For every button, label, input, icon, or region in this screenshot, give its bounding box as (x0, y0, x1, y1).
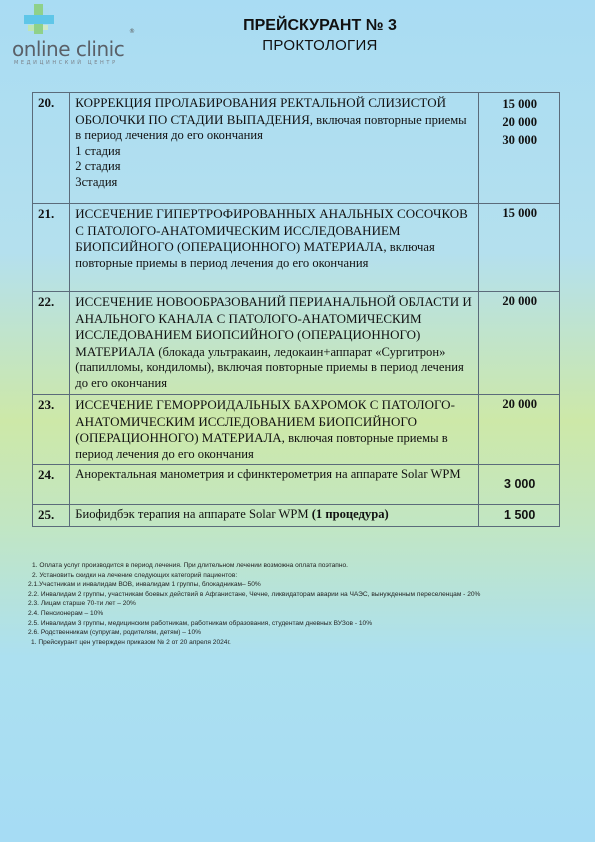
price-table (32, 92, 560, 527)
note-item: 1. Прейскурант цен утвержден приказом № 2 от 20 апреля 2024г. (31, 638, 231, 646)
service-title: ИССЕЧЕНИЕ НОВООБРАЗОВАНИЙ ПЕРИАНАЛЬНОЙ ОБЛАСТИ И АНАЛЬНОГО КАНАЛА С ПАТОЛОГО-АНАТОМИЧЕСКИМ ИССЛЕДОВАНИЕМ БИОПСИЙНОГО (ОПЕРАЦИОННОГО) МАТЕРИАЛА (75, 294, 472, 359)
service-title: КОРРЕКЦИЯ ПРОЛАБИРОВАНИЯ РЕКТАЛЬНОЙ СЛИЗИСТОЙ ОБОЛОЧКИ ПО СТАДИИ ВЫПАДЕНИЯ, (75, 95, 446, 127)
table-row (33, 505, 560, 527)
note-item: 2.4. Пенсионерам – 10% (28, 609, 104, 617)
note-item: 2.1.Участникам и инвалидам ВОВ, инвалидам 1 группы, блокадникам– 50% (28, 581, 261, 589)
service-price: 20 000 (479, 292, 560, 395)
logo-subtitle: МЕДИЦИНСКИЙ ЦЕНТР (14, 60, 118, 66)
page-header (200, 16, 440, 56)
note-item: 2.3. Лицам старше 70-ти лет – 20% (28, 600, 136, 608)
service-price: 20 000 (479, 395, 560, 465)
service-details: включая повторные приемы в период лечения до его окончания (75, 240, 435, 270)
service-description (70, 93, 479, 204)
note-item: 2.5. Инвалидам 3 группы, медицинским работникам, работникам образования, студентам дневных ВУЗов - 10% (28, 619, 373, 627)
logo-wordmark: online clinic (12, 37, 125, 61)
row-number: 23. (33, 395, 70, 465)
service-title: ИССЕЧЕНИЕ ГИПЕРТРОФИРОВАННЫХ АНАЛЬНЫХ СОСОЧКОВ С ПАТОЛОГО-АНАТОМИЧЕСКИМ ИССЛЕДОВАНИЕМ БИОПСИЙНОГО (ОПЕРАЦИОННОГО) МАТЕРИАЛА, (75, 206, 468, 254)
service-price: 3 000 (479, 465, 560, 505)
procedure-note: (1 процедура) (311, 507, 389, 521)
service-details: включая повторные приемы в период лечения до его окончания (75, 431, 448, 461)
row-number: 25. (33, 505, 70, 527)
stage-3-label: 3стадия (75, 174, 118, 189)
table-row (33, 465, 560, 505)
service-price: 15 000 (479, 204, 560, 292)
stage-1-price: 15 000 (502, 97, 537, 111)
table-row (33, 395, 560, 465)
row-number: 24. (33, 465, 70, 505)
row-number: 22. (33, 292, 70, 395)
service-description (70, 505, 479, 527)
service-details: (блокада ультракаин, ледокаин+аппарат «Сургитрон» (папилломы, кондиломы), включая повторные приемы в период лечения до его окончания (75, 344, 464, 390)
note-item: 1. Оплата услуг производится в период лечения. При длительном лечении возможна оплата поэтапно. (32, 562, 349, 569)
stage-3-price: 30 000 (502, 133, 537, 147)
row-number: 21. (33, 204, 70, 292)
footnotes (28, 561, 573, 647)
service-details: включая повторные приемы в период лечения до его окончания (75, 112, 467, 142)
service-description (70, 395, 479, 465)
medical-cross-icon (12, 4, 72, 40)
stage-2-price: 20 000 (502, 115, 537, 129)
row-number: 20. (33, 93, 70, 204)
service-description (70, 292, 479, 395)
page-subtitle: ПРОКТОЛОГИЯ (262, 37, 378, 54)
table-row (33, 292, 560, 395)
note-item: 2.6. Родственникам (супругам, родителям, детям) – 10% (28, 629, 201, 637)
service-description: Аноректальная манометрия и сфинктерометрия на аппарате Solar WPM (70, 465, 479, 505)
table-row (33, 204, 560, 292)
service-text: Биофидбэк терапия на аппарате Solar WPM (75, 507, 312, 521)
service-description (70, 204, 479, 292)
note-item: 2. Установить скидки на лечение следующих категорий пациентов: (32, 571, 238, 579)
clinic-logo (12, 4, 142, 68)
stage-2-label: 2 стадия (75, 159, 121, 173)
table-row (33, 93, 560, 204)
registered-mark: ® (129, 28, 135, 35)
service-price: 1 500 (479, 505, 560, 527)
service-title: ИССЕЧЕНИЕ ГЕМОРРОИДАЛЬНЫХ БАХРОМОК С ПАТОЛОГО-АНАТОМИЧЕСКИМ ИССЛЕДОВАНИЕМ БИОПСИЙНОГО (ОПЕРАЦИОННОГО) МАТЕРИАЛА, (75, 397, 455, 445)
page-title: ПРЕЙСКУРАНТ № 3 (243, 17, 397, 34)
service-price (479, 93, 560, 204)
stage-1-label: 1 стадия (75, 143, 121, 158)
note-item: 2.2. Инвалидам 2 группы, участникам боевых действий в Афганистане, Чечне, ликвидаторам аварии на ЧАЭС, вынужденным переселенцам - 20% (28, 590, 481, 598)
